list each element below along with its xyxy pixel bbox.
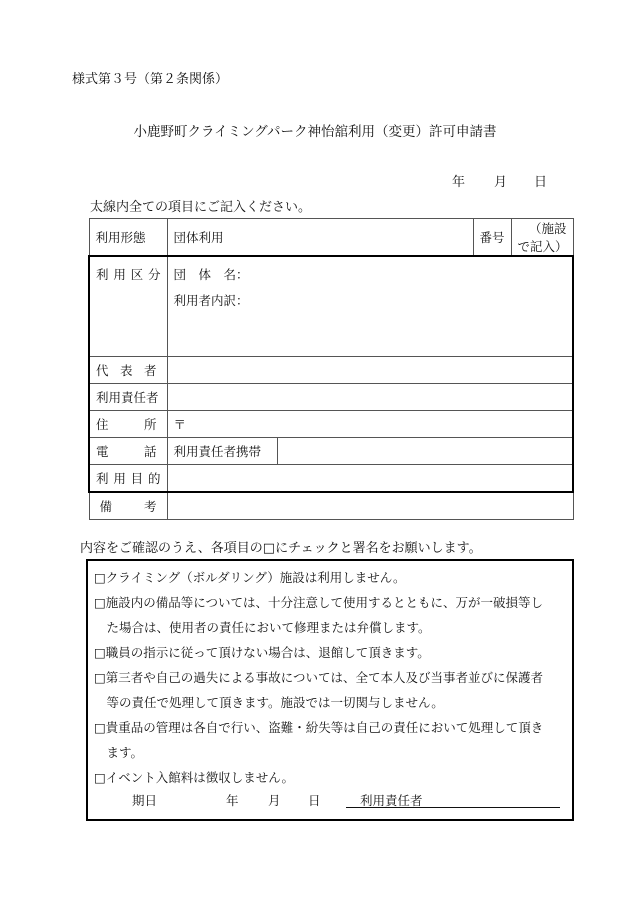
signature-responsible-label: 利用責任者 [360, 793, 423, 808]
number-label: 番号 [473, 219, 511, 257]
purpose-field[interactable] [167, 464, 573, 492]
responsible-label: 利用責任者 [89, 383, 167, 410]
row-phone [89, 437, 573, 464]
row-usage-type [89, 219, 573, 257]
category-label-char: 分 [147, 267, 161, 282]
group-name-label: 団 体 名： [173, 267, 249, 282]
consent-line[interactable]: □施設内の備品等については、十分注意して使用するとともに、万が一破損等し [94, 595, 544, 610]
category-label-char: 利 [96, 267, 109, 282]
remarks-label: 備 考 [89, 492, 167, 520]
consent-box [86, 559, 574, 821]
signature-year-label: 年 [226, 793, 239, 808]
mobile-field[interactable] [277, 437, 573, 464]
row-purpose [89, 464, 573, 492]
date-year-label: 年 [452, 175, 466, 190]
address-field[interactable] [167, 410, 573, 437]
consent-line[interactable]: □職員の指示に従って頂けない場合は、退館して頂きます。 [94, 645, 430, 660]
address-label: 住 所 [89, 410, 167, 437]
responsible-field[interactable] [167, 383, 573, 410]
signature-date-label: 期日 [132, 793, 158, 808]
date-month-label: 月 [494, 175, 508, 190]
consent-line[interactable]: □貴重品の管理は各自で行い、盗難・紛失等は自己の責任において処理して頂き [94, 720, 544, 735]
category-label [89, 256, 167, 356]
postal-mark: 〒 [173, 416, 187, 432]
signature-month-label: 月 [268, 793, 281, 808]
usage-type-value[interactable]: 団体利用 [167, 219, 473, 257]
category-field[interactable] [167, 256, 573, 356]
row-responsible [89, 383, 573, 410]
instruction-text: 太線内全ての項目にご記入ください。 [90, 200, 312, 215]
breakdown-label: 利用者内訳： [173, 293, 249, 308]
signature-day-label: 日 [308, 793, 321, 808]
consent-line[interactable]: □イベント入館料は徴収しません。 [94, 770, 295, 785]
category-label-char: 区 [130, 267, 144, 282]
signature-line[interactable] [346, 807, 560, 808]
phone-label: 電 話 [89, 437, 167, 464]
consent-intro: 内容をご確認のうえ、各項目の□にチェックと署名をお願いします。 [80, 541, 482, 556]
row-category [89, 256, 573, 356]
consent-line[interactable]: □第三者や自己の過失による事故については、全て本人及び当事者並びに保護者 [94, 670, 544, 685]
representative-field[interactable] [167, 356, 573, 383]
purpose-label: 利 用 目 的 [89, 464, 167, 492]
remarks-field[interactable] [167, 492, 573, 520]
category-label-char: 用 [113, 267, 126, 282]
consent-line: ます。 [94, 745, 144, 760]
usage-type-label: 利用形態 [89, 219, 167, 257]
number-note: （施設で記入） [511, 219, 573, 257]
date-day-label: 日 [534, 175, 548, 190]
representative-label: 代 表 者 [89, 356, 167, 383]
row-representative [89, 356, 573, 383]
consent-line: 等の責任で処理して頂きます。施設では一切関与しません。 [94, 695, 444, 710]
row-address [89, 410, 573, 437]
consent-line: た場合は、使用者の責任において修理または弁償します。 [94, 620, 431, 635]
page-title: 小鹿野町クライミングパーク神怡舘利用（変更）許可申請書 [133, 124, 497, 140]
row-remarks [89, 492, 573, 520]
consent-line[interactable]: □クライミング（ボルダリング）施設は利用しません。 [94, 570, 406, 585]
form-number: 様式第３号（第２条関係） [72, 72, 229, 87]
mobile-label: 利用責任者携帯 [167, 437, 277, 464]
application-form [88, 218, 574, 520]
